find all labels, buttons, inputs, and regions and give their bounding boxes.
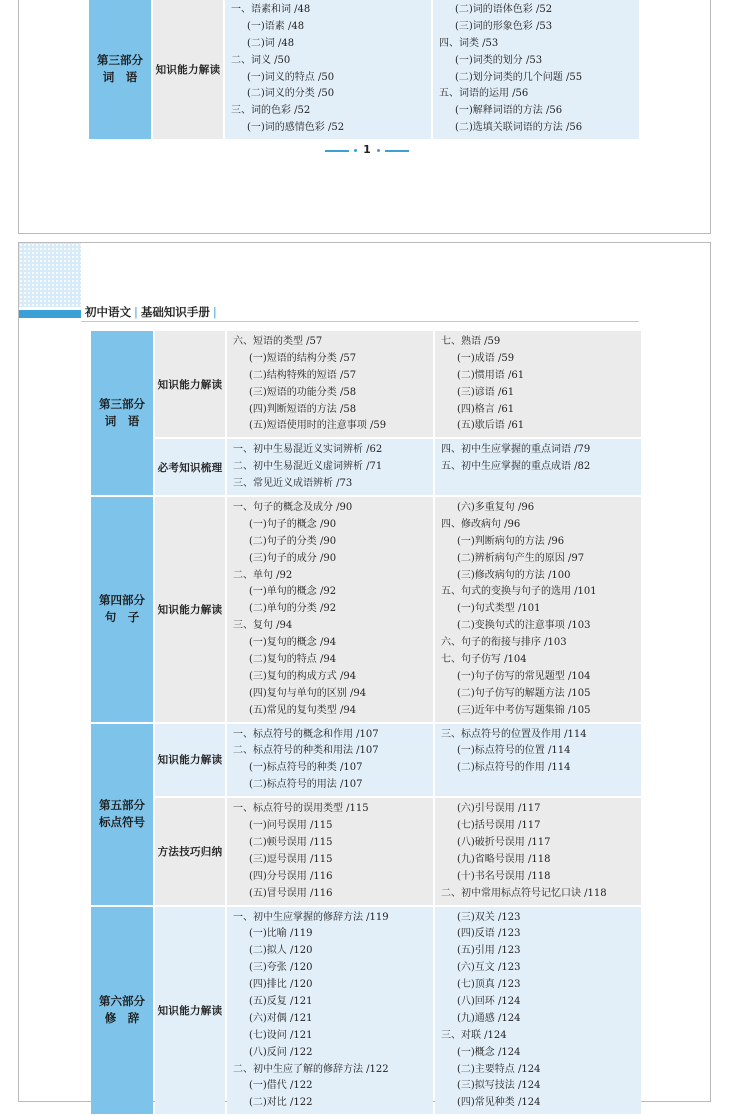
toc-entry[interactable]: (一)词义的特点 /50 — [247, 71, 335, 83]
toc-entry[interactable]: 二、初中生易混近义虚词辨析 /71 — [233, 461, 383, 473]
toc-entry[interactable]: (二)辨析病句产生的原因 /97 — [457, 552, 585, 564]
toc-entry[interactable]: (六)多重复句 /96 — [457, 502, 535, 514]
toc-entry[interactable]: (一)单句的概念 /92 — [249, 586, 337, 598]
corner-decoration — [19, 243, 81, 307]
toc-left-column — [225, 0, 431, 139]
toc-entry[interactable]: (四)判断短语的方法 /58 — [249, 403, 357, 415]
toc-entry[interactable]: (三)拟写技法 /124 — [457, 1080, 541, 1092]
part-title: 第六部分 — [99, 994, 145, 1009]
toc-part-cell — [91, 724, 153, 905]
toc-left-column — [227, 497, 433, 722]
toc-entry[interactable]: 五、词语的运用 /56 — [439, 88, 529, 100]
toc-entry[interactable]: (二)标点符号的作用 /114 — [457, 762, 571, 774]
toc-entry[interactable]: (四)排比 /120 — [249, 979, 313, 991]
toc-entry[interactable]: (七)设问 /121 — [249, 1029, 313, 1041]
toc-entry[interactable]: (五)引用 /123 — [457, 945, 521, 957]
toc-left-column — [227, 724, 433, 797]
toc-entry[interactable]: (八)破折号误用 /117 — [457, 836, 551, 848]
toc-entry[interactable]: 七、熟语 /59 — [441, 336, 501, 347]
toc-entry[interactable]: 六、短语的类型 /57 — [233, 336, 323, 347]
toc-entry[interactable]: (二)单句的分类 /92 — [249, 603, 337, 615]
toc-left-column — [227, 439, 433, 495]
toc-entry[interactable]: (三)句子的成分 /90 — [249, 552, 337, 564]
toc-entry[interactable]: 二、标点符号的种类和用法 /107 — [233, 745, 379, 757]
toc-part-cell — [91, 907, 153, 1115]
toc-entry[interactable]: (二)复句的特点 /94 — [249, 654, 337, 666]
toc-entry[interactable]: (三)短语的功能分类 /58 — [249, 386, 357, 398]
toc-section-cell: 知识能力解读 — [155, 724, 225, 797]
toc-entry[interactable]: (三)近年中考仿写题集锦 /105 — [457, 704, 591, 716]
toc-table-page1 — [87, 0, 641, 141]
toc-entry[interactable]: (二)对比 /122 — [249, 1097, 313, 1109]
toc-entry[interactable]: 三、对联 /124 — [441, 1029, 507, 1041]
toc-entry[interactable]: (八)反问 /122 — [249, 1046, 313, 1058]
toc-section-cell: 知识能力解读 — [153, 0, 223, 139]
toc-entry[interactable]: (一)短语的结构分类 /57 — [249, 352, 357, 364]
page-number: 1 — [363, 143, 371, 156]
toc-entry[interactable]: 二、单句 /92 — [233, 569, 293, 581]
toc-entry[interactable]: (三)词的形象色彩 /53 — [455, 20, 553, 32]
header-book-title: 初中语文 — [85, 305, 131, 319]
toc-section-cell: 方法技巧归纳 — [155, 798, 225, 904]
toc-entry[interactable]: (五)反复 /121 — [249, 995, 313, 1007]
toc-entry[interactable]: (二)句子仿写的解题方法 /105 — [457, 687, 591, 699]
part-subtitle: 词 语 — [102, 70, 138, 85]
toc-entry[interactable]: (二)结构特殊的短语 /57 — [249, 369, 357, 381]
toc-entry[interactable]: (二)标点符号的用法 /107 — [249, 779, 363, 791]
toc-entry[interactable]: (一)标点符号的位置 /114 — [457, 745, 571, 757]
toc-entry[interactable]: (一)问号误用 /115 — [249, 820, 333, 832]
toc-entry[interactable]: 一、语素和词 /48 — [231, 4, 311, 15]
toc-entry[interactable]: 二、词义 /50 — [231, 54, 291, 66]
toc-entry[interactable]: (四)常见种类 /124 — [457, 1097, 541, 1109]
toc-entry[interactable]: (五)短语使用时的注意事项 /59 — [249, 420, 387, 432]
toc-entry[interactable]: (六)引号误用 /117 — [457, 803, 541, 815]
toc-part-cell — [91, 497, 153, 722]
header-separator: | — [212, 305, 217, 319]
toc-entry[interactable]: 三、常见近义成语辨析 /73 — [233, 478, 353, 490]
toc-entry[interactable]: 三、词的色彩 /52 — [231, 105, 311, 117]
book-page-1 — [18, 0, 711, 234]
toc-right-column — [435, 439, 641, 495]
toc-entry[interactable]: (四)反语 /123 — [457, 928, 521, 940]
toc-section-cell: 知识能力解读 — [155, 907, 225, 1115]
toc-entry[interactable]: 六、句子的衔接与排序 /103 — [441, 637, 567, 649]
page-number-ornament — [325, 145, 409, 157]
toc-entry[interactable]: 四、修改病句 /96 — [441, 518, 521, 530]
part-title: 第三部分 — [97, 53, 143, 68]
toc-table-page2 — [89, 329, 643, 1116]
toc-right-column — [433, 0, 639, 139]
toc-right-column — [435, 798, 641, 904]
toc-entry[interactable]: (七)顶真 /123 — [457, 979, 521, 991]
part-title: 第四部分 — [99, 593, 145, 608]
toc-entry[interactable]: 五、初中生应掌握的重点成语 /82 — [441, 461, 591, 473]
toc-entry[interactable]: (一)复句的概念 /94 — [249, 637, 337, 649]
ornament-dot — [354, 149, 357, 152]
toc-entry[interactable]: 四、词类 /53 — [439, 37, 499, 49]
toc-entry[interactable]: (十)书名号误用 /118 — [457, 870, 551, 882]
toc-entry[interactable]: (二)句子的分类 /90 — [249, 535, 337, 547]
part-subtitle: 标点符号 — [99, 815, 145, 830]
toc-section-cell: 知识能力解读 — [155, 331, 225, 437]
toc-entry[interactable]: (三)逗号误用 /115 — [249, 853, 333, 865]
toc-section-cell: 必考知识梳理 — [155, 439, 225, 495]
toc-entry[interactable]: (一)判断病句的方法 /96 — [457, 535, 565, 547]
toc-entry[interactable]: (一)解释词语的方法 /56 — [455, 105, 563, 117]
toc-entry[interactable]: 一、初中生易混近义实词辨析 /62 — [233, 444, 383, 456]
toc-entry[interactable]: 七、句子仿写 /104 — [441, 654, 527, 666]
toc-entry[interactable]: 二、初中常用标点符号记忆口诀 /118 — [441, 887, 607, 899]
toc-right-column — [435, 724, 641, 797]
toc-entry[interactable]: (三)双关 /123 — [457, 911, 521, 923]
toc-entry[interactable]: (一)比喻 /119 — [249, 928, 313, 940]
toc-entry[interactable]: (一)词的感情色彩 /52 — [247, 122, 345, 134]
toc-entry[interactable]: 三、标点符号的位置及作用 /114 — [441, 728, 587, 740]
toc-right-column — [435, 497, 641, 722]
toc-entry[interactable]: (一)标点符号的种类 /107 — [249, 762, 363, 774]
toc-entry[interactable]: 四、初中生应掌握的重点词语 /79 — [441, 444, 591, 456]
toc-entry[interactable]: 一、标点符号的误用类型 /115 — [233, 803, 369, 815]
part-subtitle: 词 语 — [104, 414, 140, 428]
toc-entry[interactable]: (四)格言 /61 — [457, 403, 515, 415]
toc-entry[interactable]: (三)夸张 /120 — [249, 962, 313, 974]
toc-left-column — [227, 798, 433, 904]
toc-entry[interactable]: (六)互文 /123 — [457, 962, 521, 974]
toc-entry[interactable]: (四)复句与单句的区别 /94 — [249, 687, 367, 699]
toc-entry[interactable]: 三、复句 /94 — [233, 620, 293, 632]
toc-entry[interactable]: (一)概念 /124 — [457, 1046, 521, 1058]
toc-left-column — [227, 331, 433, 437]
part-title: 第三部分 — [99, 397, 145, 411]
toc-entry[interactable]: (一)句子仿写的常见题型 /104 — [457, 670, 591, 682]
toc-entry[interactable]: (四)分号误用 /116 — [249, 870, 333, 882]
toc-entry[interactable]: (三)修改病句的方法 /100 — [457, 569, 571, 581]
toc-entry[interactable]: (一)借代 /122 — [249, 1080, 313, 1092]
toc-entry[interactable]: 五、句式的变换与句子的选用 /101 — [441, 586, 597, 598]
toc-entry[interactable]: (一)成语 /59 — [457, 352, 515, 364]
toc-entry[interactable]: (一)句子的概念 /90 — [249, 518, 337, 530]
ornament-dash — [325, 150, 349, 152]
toc-entry[interactable]: (五)冒号误用 /116 — [249, 887, 333, 899]
ornament-dot — [377, 149, 380, 152]
toc-entry[interactable]: (三)复句的构成方式 /94 — [249, 670, 357, 682]
toc-entry[interactable]: (二)词 /48 — [247, 37, 295, 49]
toc-entry[interactable]: (二)惯用语 /61 — [457, 369, 525, 381]
toc-entry[interactable]: (九)通感 /124 — [457, 1012, 521, 1024]
toc-left-column — [227, 907, 433, 1115]
toc-entry[interactable]: (一)句式类型 /101 — [457, 603, 541, 615]
toc-entry[interactable]: (六)对偶 /121 — [249, 1012, 313, 1024]
toc-entry[interactable]: 一、句子的概念及成分 /90 — [233, 502, 353, 514]
toc-right-column — [435, 907, 641, 1115]
header-accent-bar — [19, 310, 81, 318]
running-header — [85, 304, 220, 320]
part-subtitle: 修 辞 — [104, 1011, 140, 1026]
header-rule — [81, 321, 639, 322]
toc-entry[interactable]: (九)省略号误用 /118 — [457, 853, 551, 865]
toc-entry[interactable]: (七)括号误用 /117 — [457, 820, 541, 832]
toc-part-cell — [89, 0, 151, 139]
toc-entry[interactable]: (八)回环 /124 — [457, 995, 521, 1007]
toc-entry[interactable]: (二)划分词类的几个问题 /55 — [455, 71, 583, 83]
ornament-dash — [385, 150, 409, 152]
toc-entry[interactable]: (二)词的语体色彩 /52 — [455, 4, 553, 15]
toc-section-cell: 知识能力解读 — [155, 497, 225, 722]
toc-entry[interactable]: 二、初中生应了解的修辞方法 /122 — [233, 1063, 389, 1075]
toc-entry[interactable]: 一、标点符号的概念和作用 /107 — [233, 728, 379, 740]
header-separator: | — [134, 305, 138, 319]
toc-part-cell — [91, 331, 153, 495]
header-subtitle: 基础知识手册 — [140, 305, 210, 319]
part-subtitle: 句 子 — [104, 610, 140, 625]
part-title: 第五部分 — [99, 798, 145, 813]
toc-entry[interactable]: (二)词义的分类 /50 — [247, 88, 335, 100]
toc-entry[interactable]: (五)歇后语 /61 — [457, 420, 525, 432]
toc-entry[interactable]: (一)词类的划分 /53 — [455, 54, 543, 66]
toc-entry[interactable]: (二)拟人 /120 — [249, 945, 313, 957]
toc-entry[interactable]: (二)选填关联词语的方法 /56 — [455, 122, 583, 134]
toc-entry[interactable]: (二)主要特点 /124 — [457, 1063, 541, 1075]
toc-entry[interactable]: (三)谚语 /61 — [457, 386, 515, 398]
toc-entry[interactable]: (五)常见的复句类型 /94 — [249, 704, 357, 716]
toc-entry[interactable]: (二)变换句式的注意事项 /103 — [457, 620, 591, 632]
toc-entry[interactable]: 一、初中生应掌握的修辞方法 /119 — [233, 911, 389, 923]
toc-entry[interactable]: (一)语素 /48 — [247, 20, 305, 32]
book-page-2 — [18, 242, 711, 1109]
toc-right-column — [435, 331, 641, 437]
toc-entry[interactable]: (二)顿号误用 /115 — [249, 836, 333, 848]
